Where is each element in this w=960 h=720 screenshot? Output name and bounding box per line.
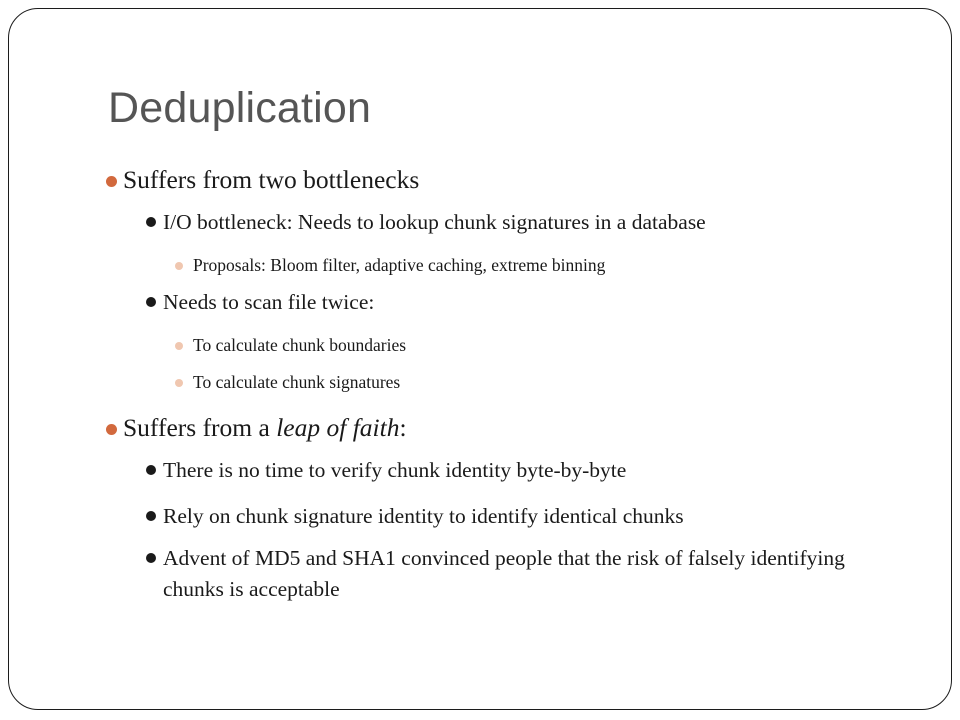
bullet-text: To calculate chunk boundaries <box>193 335 407 355</box>
bullet-level1 <box>123 413 407 443</box>
bullet-level2 <box>163 543 883 605</box>
bullet-level2 <box>163 207 903 238</box>
bullet-dot-icon <box>106 424 117 435</box>
slide-title: Deduplication <box>108 84 372 132</box>
bullet-dot-icon <box>106 176 117 187</box>
bullet-text: Needs to scan file twice: <box>163 290 375 314</box>
bullet-text: Suffers from two bottlenecks <box>123 165 420 194</box>
bullet-text: To calculate chunk signatures <box>193 372 401 392</box>
bullet-level2 <box>163 455 903 486</box>
bullet-dot-icon <box>175 262 183 270</box>
bullet-dot-icon <box>146 465 156 475</box>
bullet-level3 <box>193 335 406 356</box>
bullet-level2 <box>163 287 903 318</box>
bullet-level3 <box>193 372 400 393</box>
bullet-text-prefix: Suffers from a <box>123 413 277 442</box>
bullet-text: I/O bottleneck: Needs to lookup chunk signatures in a database <box>163 210 706 234</box>
bullet-text: There is no time to verify chunk identity byte-by-byte <box>163 458 627 482</box>
bullet-dot-icon <box>146 511 156 521</box>
bullet-dot-icon <box>146 297 156 307</box>
bullet-text: Advent of MD5 and SHA1 convinced people that the risk of falsely identifying chunks is acceptable <box>163 546 845 601</box>
bullet-level1 <box>123 165 419 195</box>
bullet-text: Proposals: Bloom filter, adaptive caching, extreme binning <box>193 255 606 275</box>
bullet-text-emphasis: leap of faith <box>276 413 400 442</box>
bullet-dot-icon <box>146 553 156 563</box>
bullet-dot-icon <box>146 217 156 227</box>
bullet-dot-icon <box>175 342 183 350</box>
bullet-text: Rely on chunk signature identity to identify identical chunks <box>163 504 684 528</box>
bullet-text-suffix: : <box>399 413 407 442</box>
bullet-dot-icon <box>175 379 183 387</box>
bullet-level2 <box>163 501 903 532</box>
bullet-level3 <box>193 255 605 276</box>
